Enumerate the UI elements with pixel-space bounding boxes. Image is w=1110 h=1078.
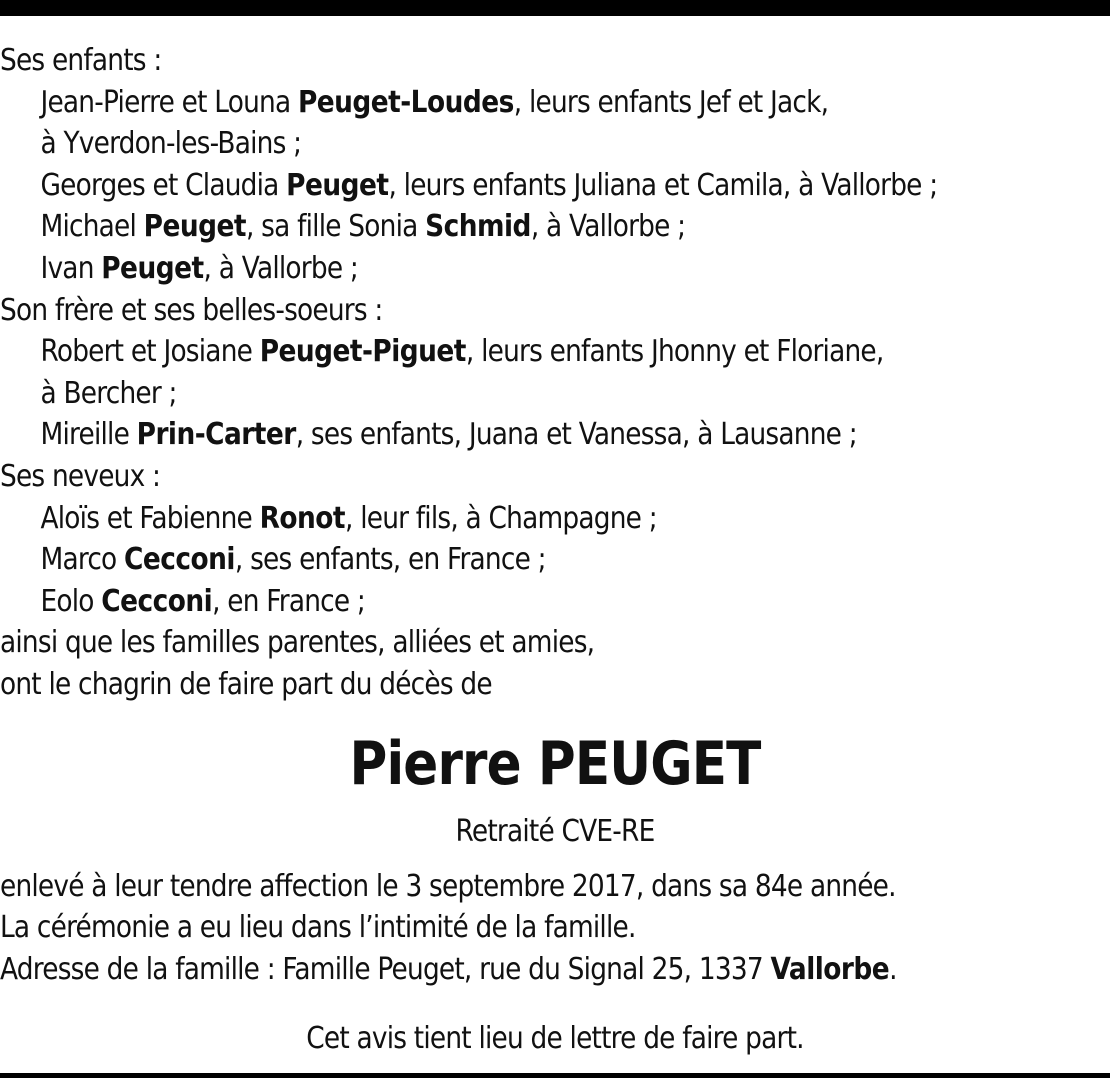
text: , leurs enfants Juliana et Camila, à Vallorbe ;	[388, 167, 938, 203]
text: , sa fille Sonia	[245, 209, 426, 245]
text: , à Vallorbe ;	[530, 209, 686, 245]
family-member-line	[0, 414, 977, 456]
text: .	[889, 951, 897, 987]
text: , à Vallorbe ;	[203, 250, 358, 286]
family-member-line	[0, 165, 977, 207]
text: Eolo	[40, 583, 102, 619]
closing-line: ont le chagrin de faire part du décès de	[0, 666, 492, 702]
family-name: Cecconi	[124, 542, 235, 578]
text: , leurs enfants Jhonny et Floriane,	[465, 334, 884, 370]
text: Jean-Pierre et Louna	[40, 84, 298, 120]
text: Mireille	[40, 417, 137, 453]
text: Georges et Claudia	[40, 167, 287, 203]
text: Marco	[40, 542, 125, 578]
family-member-line	[0, 123, 977, 165]
address-city: Vallorbe	[770, 951, 890, 987]
text: à Yverdon-les-Bains ;	[40, 126, 302, 162]
obituary-notice	[0, 40, 1110, 990]
family-member-line	[0, 331, 977, 373]
family-member-line	[0, 373, 977, 415]
text: à Bercher ;	[40, 375, 177, 411]
ceremony-details: La cérémonie a eu lieu dans l’intimité de la famille.	[0, 910, 636, 946]
freres-heading: Son frère et ses belles-soeurs :	[0, 292, 383, 328]
death-details: enlevé à leur tendre affection le 3 septembre 2017, dans sa 84e année.	[0, 868, 896, 904]
text: , ses enfants, Juana et Vanessa, à Lausanne ;	[295, 417, 857, 453]
family-name: Peuget	[101, 250, 204, 286]
family-name: Schmid	[425, 209, 531, 245]
deceased-title: Retraité CVE-RE	[455, 813, 655, 849]
family-member-line	[0, 248, 977, 290]
family-name: Prin-Carter	[136, 417, 296, 453]
family-name: Peuget-Loudes	[297, 84, 514, 120]
family-member-line	[0, 498, 977, 540]
text: , en France ;	[212, 583, 366, 619]
family-member-line	[0, 82, 977, 124]
family-address	[0, 949, 977, 991]
family-name: Peuget	[286, 167, 389, 203]
family-member-line	[0, 539, 977, 581]
text: , leurs enfants Jef et Jack,	[513, 84, 829, 120]
text: Michael	[40, 209, 144, 245]
family-name: Peuget	[143, 209, 246, 245]
family-name: Peuget-Piguet	[259, 334, 466, 370]
text: , leur fils, à Champagne ;	[345, 500, 657, 536]
family-name: Ronot	[259, 500, 346, 536]
enfants-heading: Ses enfants :	[0, 43, 162, 78]
neveux-heading: Ses neveux :	[0, 458, 161, 494]
deceased-name: Pierre PEUGET	[349, 728, 761, 799]
bottom-border	[0, 1073, 1110, 1078]
closing-line: ainsi que les familles parentes, alliées et amies,	[0, 625, 595, 661]
family-name: Cecconi	[101, 583, 213, 619]
text: Adresse de la famille : Famille Peuget, rue du Signal 25, 1337	[0, 951, 771, 987]
family-member-line	[0, 581, 977, 623]
family-member-line	[0, 206, 977, 248]
footer-note: Cet avis tient lieu de lettre de faire part.	[306, 1021, 804, 1056]
text: Aloïs et Fabienne	[40, 500, 260, 536]
text: , ses enfants, en France ;	[234, 542, 546, 578]
text: Ivan	[40, 250, 102, 286]
top-border	[0, 0, 1110, 16]
text: Robert et Josiane	[40, 334, 260, 370]
spacer	[0, 852, 1110, 866]
